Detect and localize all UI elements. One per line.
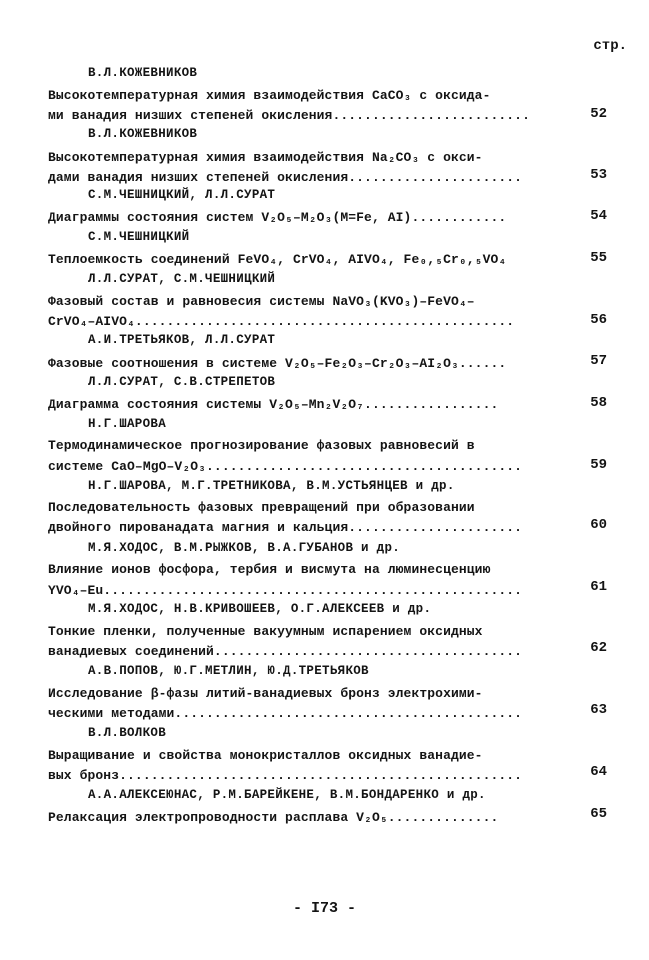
entry-authors: Н.Г.ШАРОВА, М.Г.ТРЕТНИКОВА, В.М.УСТЬЯНЦЕВ и др. xyxy=(88,479,455,493)
page-column-label: стр. xyxy=(593,38,627,54)
entry-title-line: Исследование β-фазы литий-ванадиевых бронз электрохими- xyxy=(48,686,483,701)
entry-page-number: 54 xyxy=(590,208,607,224)
entry-title-line: Высокотемпературная химия взаимодействия Na₂CO₃ с окси- xyxy=(48,150,483,165)
entry-title-line: Высокотемпературная химия взаимодействия CaCO₃ с оксида- xyxy=(48,88,491,103)
entry-authors: Л.Л.СУРАТ, С.В.СТРЕПЕТОВ xyxy=(88,375,276,389)
entry-page-number: 55 xyxy=(590,250,607,266)
entry-title-line: двойного пированадата магния и кальция...................... xyxy=(48,520,523,535)
entry-authors: Л.Л.СУРАТ, С.М.ЧЕШНИЦКИЙ xyxy=(88,272,276,286)
entry-title-line: Влияние ионов фосфора, тербия и висмута на люминесценцию xyxy=(48,562,491,577)
entry-title-line: Диаграмма состояния системы V₂O₅–Mn₂V₂O₇................. xyxy=(48,397,499,412)
entry-title-line: Релаксация электропроводности расплава V₂O₅.............. xyxy=(48,810,499,825)
entry-title-line: Фазовый состав и равновесия системы NaVO₃(KVO₃)–FeVO₄– xyxy=(48,294,475,309)
entry-authors: А.В.ПОПОВ, Ю.Г.МЕТЛИН, Ю.Д.ТРЕТЬЯКОВ xyxy=(88,664,369,678)
entry-page-number: 61 xyxy=(590,579,607,595)
entry-title-line: ванадиевых соединений....................................... xyxy=(48,644,523,659)
entry-page-number: 58 xyxy=(590,395,607,411)
entry-title-line: системе CaO–MgO–V₂O₃........................................ xyxy=(48,459,523,474)
entry-title-line: Выращивание и свойства монокристаллов оксидных ванадие- xyxy=(48,748,483,763)
entry-authors: А.И.ТРЕТЬЯКОВ, Л.Л.СУРАТ xyxy=(88,333,276,347)
entry-title-line: ми ванадия низших степеней окисления......................... xyxy=(48,108,530,123)
entry-authors: М.Я.ХОДОС, В.М.РЫЖКОВ, В.А.ГУБАНОВ и др. xyxy=(88,541,401,555)
entry-page-number: 53 xyxy=(590,167,607,183)
entry-page-number: 52 xyxy=(590,106,607,122)
entry-page-number: 63 xyxy=(590,702,607,718)
entry-title-line: Диаграммы состояния систем V₂O₅–M₂O₃(M=Fe, AI)............ xyxy=(48,210,507,225)
entry-page-number: 62 xyxy=(590,640,607,656)
entry-page-number: 65 xyxy=(590,806,607,822)
entry-authors: А.А.АЛЕКСЕЮНАС, Р.М.БАРЕЙКЕНЕ, В.М.БОНДАРЕНКО и др. xyxy=(88,788,486,802)
entry-authors: В.Л.ВОЛКОВ xyxy=(88,726,167,740)
entry-title-line: вых бронз................................................... xyxy=(48,768,523,783)
entry-title-line: Последовательность фазовых превращений при образовании xyxy=(48,500,475,515)
entry-authors: С.М.ЧЕШНИЦКИЙ xyxy=(88,230,190,244)
entry-page-number: 57 xyxy=(590,353,607,369)
entry-title-line: дами ванадия низших степеней окисления...................... xyxy=(48,170,523,185)
entry-title-line: Фазовые соотношения в системе V₂O₅–Fe₂O₃–Cr₂O₃–AI₂O₃...... xyxy=(48,356,507,371)
entry-page-number: 56 xyxy=(590,312,607,328)
entry-authors: С.М.ЧЕШНИЦКИЙ, Л.Л.СУРАТ xyxy=(88,188,276,202)
entry-page-number: 60 xyxy=(590,517,607,533)
entry-title-line: Теплоемкость соединений FeVO₄, CrVO₄, AIVO₄, Fe₀,₅Cr₀,₅VO₄ xyxy=(48,252,507,267)
entry-title-line: ческими методами............................................ xyxy=(48,706,523,721)
entry-authors: В.Л.КОЖЕВНИКОВ xyxy=(88,127,198,141)
entry-title-line: Термодинамическое прогнозирование фазовых равновесий в xyxy=(48,438,475,453)
entry-page-number: 64 xyxy=(590,764,607,780)
entry-title-line: YVO₄–Eu..................................................... xyxy=(48,583,523,598)
entry-title-line: Тонкие пленки, полученные вакуумным испарением оксидных xyxy=(48,624,483,639)
entry-page-number: 59 xyxy=(590,457,607,473)
entry-authors: В.Л.КОЖЕВНИКОВ xyxy=(88,66,198,80)
entry-authors: М.Я.ХОДОС, Н.В.КРИВОШЕЕВ, О.Г.АЛЕКСЕЕВ и др. xyxy=(88,602,432,616)
page-footer-number: - I73 - xyxy=(292,900,356,917)
entry-authors: Н.Г.ШАРОВА xyxy=(88,417,167,431)
entry-title-line: CrVO₄–AIVO₄................................................ xyxy=(48,314,515,329)
